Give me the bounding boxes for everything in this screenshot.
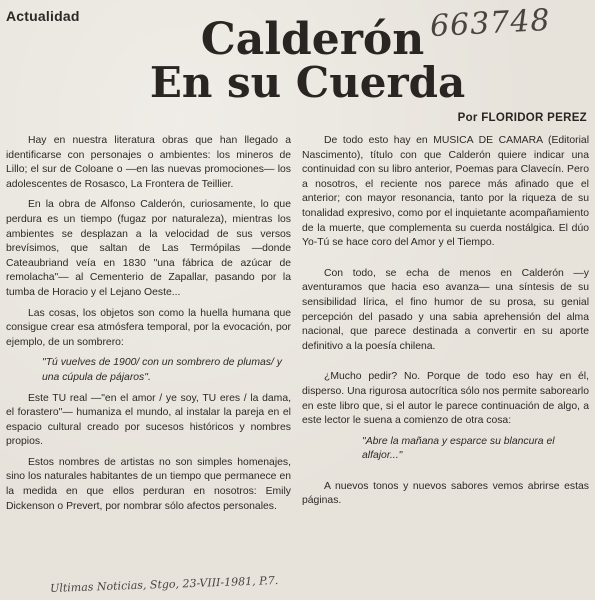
headline-line-1: Calderón: [200, 14, 425, 65]
paragraph: Este TU real —"en el amor / ye soy, TU eres / la dama, el forastero"— humaniza el mundo, al instalar la pareja en el espacio cultural creado por sucesos históricos y nombres propios.: [6, 392, 291, 448]
article-column-right: [302, 134, 589, 515]
paragraph: Con todo, se echa de menos en Calderón —y aventuramos que hacia eso avanza— una síntesis de su sensibilidad lírica, el fino humor de su prosa, su genial percepción del pasado y una sabia aprehensión del alma nacional, que parece destinada a convertir en su aporte definitivo a la poesía chilena.: [302, 267, 589, 352]
poem-quote: "Abre la mañana y esparce su blancura el alfajor...": [362, 435, 555, 462]
handwritten-source-note: Ultimas Noticias, Stgo, 23-VIII-1981, P.7.: [49, 574, 279, 595]
byline: Por FLORIDOR PEREZ: [457, 112, 587, 124]
section-label: Actualidad: [6, 8, 80, 24]
poem-quote: "Tú vuelves de 1900/ con un sombrero de plumas/ y una cúpula de pájaros".: [42, 357, 282, 383]
paragraph: Las cosas, los objetos son como la huella humana que consigue crear esa atmósfera temporal, por la evocación, por ejemplo, de un sombrero:: [6, 307, 291, 348]
paragraph: De todo esto hay en MUSICA DE CAMARA (Editorial Nascimento), título con que Calderón quiere indicar una continuidad con su libro anterior, Poemas para Clavecín. Pero a nosotros, el reciente nos parece más afinado que el anterior; con mayor resonancia, tanto por la riqueza de su tonalidad expresivo, como por el inquietante acompañamiento de la muerte, que complementa su cuerda nostálgica. El dúo Yo-Tú se hace coro del Amor y el Tiempo.: [302, 135, 589, 249]
article-column-left: [6, 134, 291, 520]
paragraph: ¿Mucho pedir? No. Porque de todo eso hay en él, disperso. Una rigurosa autocrítica sólo nos permite saborearlo en este libro que, si el autor le parece continuación de algo, a este lector le suena a comienzo de otra cosa:: [302, 371, 589, 427]
paragraph: Hay en nuestra literatura obras que han llegado a identificarse con personajes o ambientes: los mineros de Lillo; el sur de Coloane o —en las nuevas promociones— los adolescentes de Rosasco, La Frontera de Teillier.: [6, 135, 291, 190]
paragraph: Estos nombres de artistas no son simples homenajes, sino los naturales habitantes de un tiempo que permanece en la medida en que ellos perduran en nosotros: Emily Dickenson o Prevert, por nombrar sólo afectos personales.: [6, 456, 291, 512]
paragraph: En la obra de Alfonso Calderón, curiosamente, lo que perdura es un tiempo (fugaz por naturaleza), mientras los ambientes se desplazan a la velocidad de sus versos brevísimos, que saltan de Las Termópilas —donde Cateaubriand veía en 1830 "una fábrica de azúcar de remolacha"— al Cementerio de Zapallar, pasando por la tumba de Horacio y el Lejano Oeste...: [6, 199, 291, 298]
paragraph: A nuevos tonos y nuevos sabores vemos abrirse estas páginas.: [302, 480, 589, 507]
handwritten-number: 663748: [429, 2, 552, 45]
headline-line-2: En su Cuerda: [149, 58, 466, 107]
